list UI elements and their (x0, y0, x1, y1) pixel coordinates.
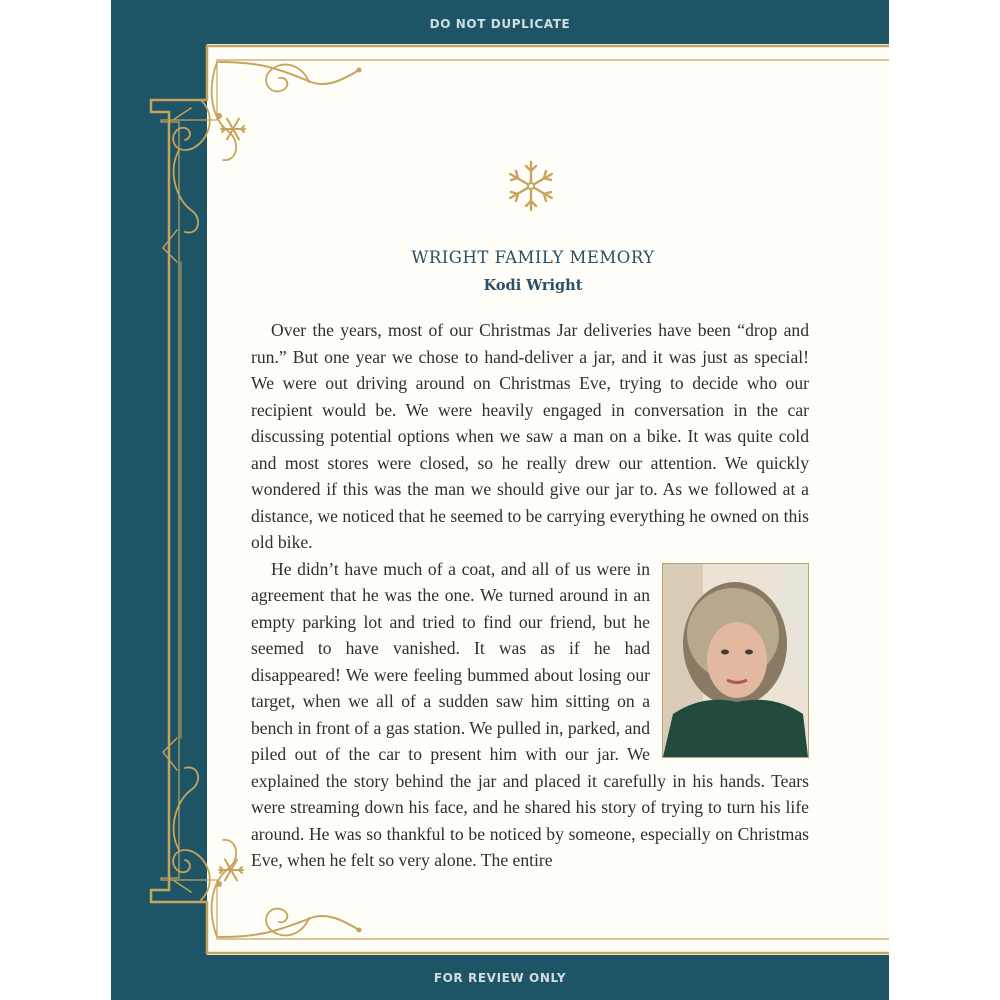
watermark-bottom: FOR REVIEW ONLY (433, 971, 567, 985)
paragraph: He didn’t have much of a coat, and all of us were in agreement that he was the one. We turned around in an empty parking lot and tried to find our friend, but he seemed to have vanished. It was as if he had disappeared! We were feeling bummed about losing our target, when we all of a sudden saw him sitting on a bench in front of a gas station. We pulled in, parked, and piled out of the car to present him with our jar. We explained the story behind the jar and placed it carefully in his hands. Tears were streaming down his face, and he shared his story of trying to turn his life around. He was so thankful to be noticed by someone, especially on Christmas Eve, when he felt so very alone. The entire (251, 558, 809, 870)
snowflake-icon (505, 158, 557, 214)
book-page (111, 0, 889, 1000)
snowflake-icon (219, 860, 243, 881)
article-title: WRIGHT FAMILY MEMORY (411, 248, 655, 267)
article-body (251, 317, 809, 874)
article-author: Kodi Wright (483, 277, 583, 294)
paragraph: Over the years, most of our Christmas Jar deliveries have been “drop and run.” But one year we chose to hand-deliver a jar, and it was just as special! We were out driving around on Christmas Eve, trying to decide who our recipient would be. We were heavily engaged in conversation in the car discussing potential options when we saw a man on a bike. It was quite cold and most stores were closed, so he really drew our attention. We quickly wondered if this was the man we should give our jar to. As we followed at a distance, we noticed that he seemed to be carrying everything he owned on this old bike. (251, 320, 809, 552)
author-photo (662, 563, 809, 758)
watermark-top: DO NOT DUPLICATE (429, 17, 571, 31)
